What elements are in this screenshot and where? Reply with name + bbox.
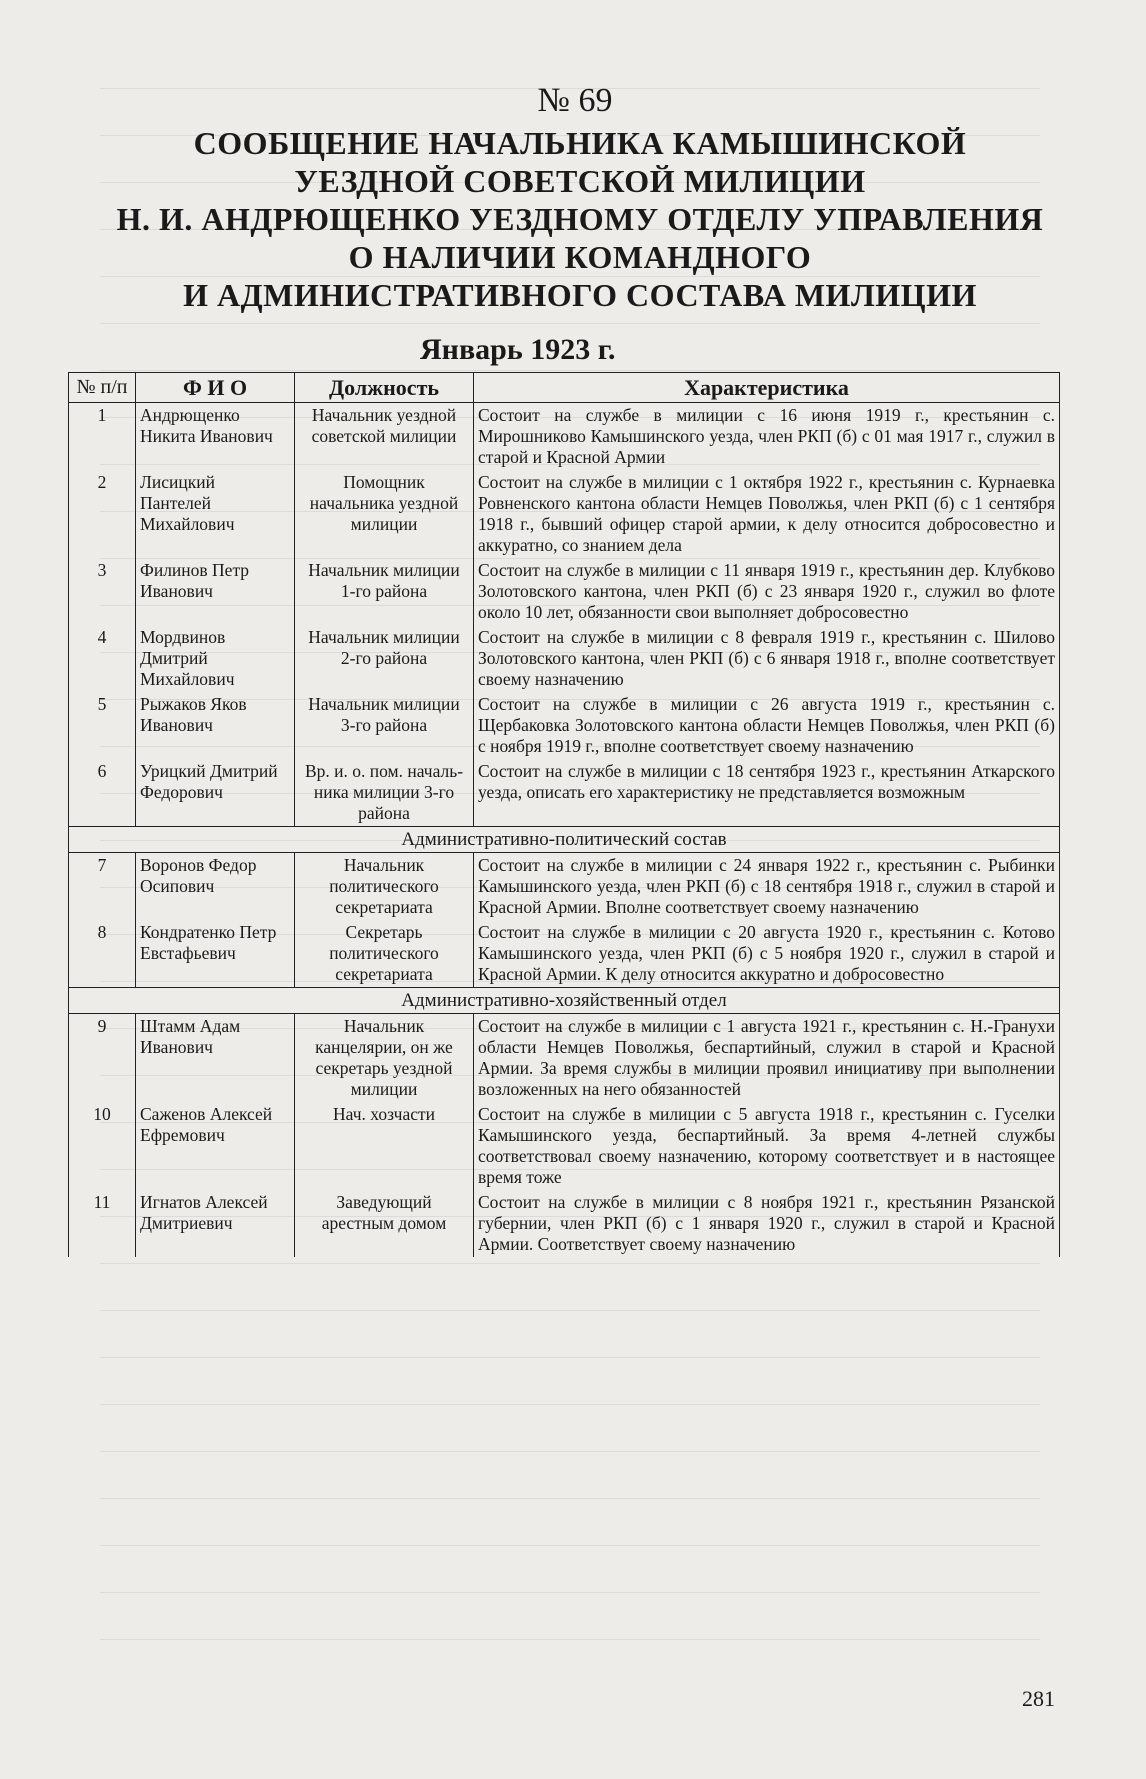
- characteristic-text: Состоит на службе в милиции с 1 августа 1921 г., крестьянин с. Н.-Гранухи области Немцев Поволжья, беспартийный, служил в старой и Красной Армии. За время службы в милиции проявил инициативу при выполнении возложенных на него обязанностей: [474, 1014, 1060, 1103]
- column-header-number: № п/п: [69, 373, 136, 403]
- table-row: [69, 1102, 1060, 1190]
- document-date: Январь 1923 г.: [420, 333, 616, 366]
- position-title: Вр. и. о. пом. началь-ника милиции 3-го района: [295, 759, 474, 827]
- position-title: Заведующий арестным домом: [295, 1190, 474, 1257]
- section-row: [69, 827, 1060, 853]
- characteristic-text: Состоит на службе в милиции с 26 августа 1919 г., крестьянин с. Щербаковка Золотовского кантона области Немцев Поволжья, член РКП (б) с ноября 1919 г., вполне соответствует своему назначению: [474, 692, 1060, 759]
- title-line: УЕЗДНОЙ СОВЕТСКОЙ МИЛИЦИИ: [294, 163, 866, 199]
- column-header-characteristic: Характеристика: [474, 373, 1060, 403]
- table-row: [69, 853, 1060, 921]
- characteristic-text: Состоит на службе в милиции с 16 июня 1919 г., крестьянин с. Мирошниково Камышинского уезда, член РКП (б) с 01 мая 1917 г., служил в старой и Красной Армии: [474, 403, 1060, 471]
- table-body: [69, 403, 1060, 1258]
- row-number: 2: [69, 470, 136, 558]
- row-number: 1: [69, 403, 136, 471]
- staff-table: [68, 372, 1060, 1257]
- row-number: 8: [69, 920, 136, 988]
- row-number: 5: [69, 692, 136, 759]
- characteristic-text: Состоит на службе в милиции с 24 января 1922 г., крестьянин с. Рыбинки Камышинского уезда, член РКП (б) с 18 сентября 1918 г., служил в старой и Красной Армии. Вполне соответствует своему назначению: [474, 853, 1060, 921]
- characteristic-text: Состоит на службе в милиции с 1 октября 1922 г., крестьянин с. Курнаевка Ровненского кантона области Немцев Поволжья, член РКП (б) с 1 сентября 1918 г., бывший офицер старой армии, к делу относится добросовестно и аккуратно, со знанием дела: [474, 470, 1060, 558]
- characteristic-text: Состоит на службе в милиции с 20 августа 1920 г., крестьянин с. Котово Камышинского уезда, член РКП (б) с 5 ноября 1920 г., служил в старой и Красной Армии. К делу относится аккуратно и добросовестно: [474, 920, 1060, 988]
- table-row: [69, 1014, 1060, 1103]
- section-row: [69, 988, 1060, 1014]
- row-number: 9: [69, 1014, 136, 1103]
- table-row: [69, 759, 1060, 827]
- person-name: Рыжаков Яков Иванович: [136, 692, 295, 759]
- characteristic-text: Состоит на службе в милиции с 5 августа 1918 г., крестьянин с. Гуселки Камышинского уезда, беспартийный. За время 4-летней службы соответствовал своему назначению, которому соответствует и в настоящее время тоже: [474, 1102, 1060, 1190]
- title-line: Н. И. АНДРЮЩЕНКО УЕЗДНОМУ ОТДЕЛУ УПРАВЛЕНИЯ: [116, 201, 1044, 237]
- section-title: Административно-политический состав: [69, 827, 1060, 853]
- characteristic-text: Состоит на службе в милиции с 8 февраля 1919 г., крестьянин с. Шилово Золотовского кантона, член РКП (б) с 6 января 1918 г., вполне соответствует своему назначению: [474, 625, 1060, 692]
- position-title: Начальник милиции 2-го района: [295, 625, 474, 692]
- row-number: 3: [69, 558, 136, 625]
- title-line: И АДМИНИСТРАТИВНОГО СОСТАВА МИЛИЦИИ: [183, 277, 977, 313]
- row-number: 7: [69, 853, 136, 921]
- position-title: Секретарь политического секретариата: [295, 920, 474, 988]
- document-title: [115, 124, 1045, 314]
- table-row: [69, 692, 1060, 759]
- position-title: Нач. хозчасти: [295, 1102, 474, 1190]
- table-row: [69, 920, 1060, 988]
- row-number: 10: [69, 1102, 136, 1190]
- person-name: Воронов Федор Осипович: [136, 853, 295, 921]
- person-name: Мордвинов Дмитрий Михайлович: [136, 625, 295, 692]
- position-title: Начальник уездной советской милиции: [295, 403, 474, 471]
- person-name: Урицкий Дмитрий Федорович: [136, 759, 295, 827]
- position-title: Начальник канцелярии, он же секретарь уездной милиции: [295, 1014, 474, 1103]
- person-name: Лисицкий Пантелей Михайлович: [136, 470, 295, 558]
- column-header-fio: Ф И О: [136, 373, 295, 403]
- row-number: 4: [69, 625, 136, 692]
- person-name: Кондратенко Петр Евстафьевич: [136, 920, 295, 988]
- page-number: 281: [1022, 1686, 1055, 1711]
- table-row: [69, 625, 1060, 692]
- section-title: Административно-хозяйственный отдел: [69, 988, 1060, 1014]
- person-name: Андрющенко Никита Иванович: [136, 403, 295, 471]
- person-name: Игнатов Алексей Дмитриевич: [136, 1190, 295, 1257]
- person-name: Штамм Адам Иванович: [136, 1014, 295, 1103]
- title-line: СООБЩЕНИЕ НАЧАЛЬНИКА КАМЫШИНСКОЙ: [193, 125, 967, 161]
- row-number: 6: [69, 759, 136, 827]
- characteristic-text: Состоит на службе в милиции с 11 января 1919 г., крестьянин дер. Клубково Золотовского кантона, член РКП (б) с 23 января 1920 г., служил во флоте около 10 лет, обязанности свои выполняет добросовестно: [474, 558, 1060, 625]
- row-number: 11: [69, 1190, 136, 1257]
- table-row: [69, 1190, 1060, 1257]
- characteristic-text: Состоит на службе в милиции с 18 сентября 1923 г., крестьянин Аткарского уезда, описать его характеристику не представляется возможным: [474, 759, 1060, 827]
- position-title: Начальник милиции 3-го района: [295, 692, 474, 759]
- person-name: Саженов Алексей Ефремович: [136, 1102, 295, 1190]
- table-header-row: [69, 373, 1060, 403]
- column-header-position: Должность: [295, 373, 474, 403]
- characteristic-text: Состоит на службе в милиции с 8 ноября 1921 г., крестьянин Рязанской губернии, член РКП (б) с 1 января 1920 г., служил в старой и Красной Армии. Соответствует своему назначению: [474, 1190, 1060, 1257]
- table-row: [69, 470, 1060, 558]
- title-line: О НАЛИЧИИ КОМАНДНОГО: [348, 239, 812, 275]
- table-row: [69, 403, 1060, 471]
- position-title: Начальник милиции 1-го района: [295, 558, 474, 625]
- person-name: Филинов Петр Иванович: [136, 558, 295, 625]
- table-row: [69, 558, 1060, 625]
- position-title: Помощник начальника уездной милиции: [295, 470, 474, 558]
- position-title: Начальник политического секретариата: [295, 853, 474, 921]
- document-number: № 69: [537, 82, 613, 119]
